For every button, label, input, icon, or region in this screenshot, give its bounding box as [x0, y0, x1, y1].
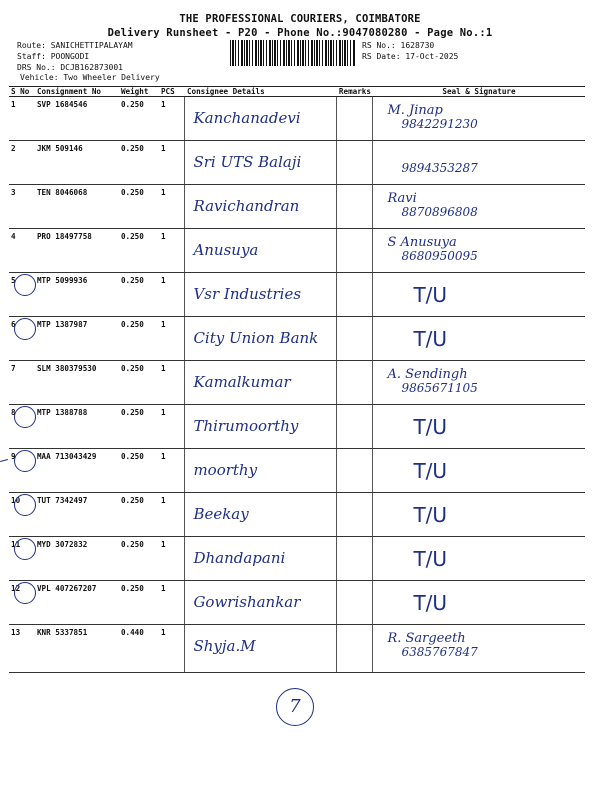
circle-mark	[14, 406, 36, 428]
row-weight: 0.250	[119, 405, 159, 449]
row-pcs: 1	[159, 361, 185, 405]
route-label: Route: SANICHETTIPALAYAM	[17, 41, 133, 50]
row-remarks	[337, 97, 373, 141]
seal-text: A. Sendingh	[387, 367, 468, 382]
row-pcs: 1	[159, 405, 185, 449]
company-title: THE PROFESSIONAL COURIERS, COIMBATORE	[179, 13, 421, 25]
row-remarks	[337, 273, 373, 317]
seal-text: T/U	[413, 459, 448, 483]
rs-date: RS Date: 17-Oct-2025	[362, 52, 459, 61]
table-row	[9, 229, 585, 273]
row-consignment: TEN 8046068	[35, 185, 119, 229]
row-pcs: 1	[159, 229, 185, 273]
row-consignee: Beekay	[193, 505, 249, 523]
circle-mark	[14, 538, 36, 560]
row-pcs: 1	[159, 493, 185, 537]
row-consignment: MAA 713043429	[35, 449, 119, 493]
col-seal: Seal & Signature	[373, 87, 585, 97]
table-row	[9, 405, 585, 449]
col-sno: S No	[9, 87, 35, 97]
row-consignee: Gowrishankar	[193, 593, 301, 611]
row-consignment: SLM 380379530	[35, 361, 119, 405]
col-consignee: Consignee Details	[185, 87, 337, 97]
receiver-phone: 9894353287	[401, 161, 478, 175]
circle-mark	[14, 494, 36, 516]
row-seal	[373, 273, 585, 317]
table-row	[9, 581, 585, 625]
row-sno: 9	[11, 452, 16, 461]
row-weight: 0.250	[119, 317, 159, 361]
row-seal	[373, 317, 585, 361]
table-row	[9, 493, 585, 537]
table-row	[9, 273, 585, 317]
row-consignment: MTP 1388788	[35, 405, 119, 449]
row-sno: 12	[11, 584, 20, 593]
row-remarks	[337, 449, 373, 493]
row-pcs: 1	[159, 141, 185, 185]
row-seal	[373, 581, 585, 625]
runsheet-table	[9, 86, 585, 673]
row-sno: 6	[11, 320, 16, 329]
row-weight: 0.250	[119, 361, 159, 405]
seal-text: T/U	[413, 415, 448, 439]
row-weight: 0.250	[119, 185, 159, 229]
row-sno: 13	[11, 628, 21, 637]
row-sno: 1	[11, 100, 16, 109]
row-weight: 0.250	[119, 449, 159, 493]
row-sno: 2	[11, 144, 16, 153]
seal-text: T/U	[413, 327, 448, 351]
row-seal	[373, 625, 585, 673]
row-consignee: moorthy	[193, 461, 258, 479]
row-remarks	[337, 141, 373, 185]
table-row	[9, 185, 585, 229]
row-seal	[373, 537, 585, 581]
row-pcs: 1	[159, 537, 185, 581]
row-weight: 0.250	[119, 141, 159, 185]
receiver-phone: 8680950095	[401, 249, 478, 263]
seal-text: T/U	[413, 591, 448, 615]
receiver-phone: 9842291230	[401, 117, 478, 131]
table-body	[9, 97, 585, 673]
row-consignee: Ravichandran	[193, 197, 300, 215]
row-consignee: Shyja.M	[193, 637, 256, 655]
seal-text: M. Jinap	[387, 103, 443, 118]
table-row	[9, 317, 585, 361]
row-pcs: 1	[159, 97, 185, 141]
row-sno: 3	[11, 188, 16, 197]
row-consignment: TUT 7342497	[35, 493, 119, 537]
row-consignment: MTP 5099936	[35, 273, 119, 317]
row-sno: 10	[11, 496, 20, 505]
receiver-phone: 6385767847	[401, 645, 478, 659]
row-remarks	[337, 317, 373, 361]
row-seal	[373, 449, 585, 493]
row-consignment: SVP 1684546	[35, 97, 119, 141]
circle-mark	[14, 318, 36, 340]
row-sno: 7	[11, 364, 16, 373]
row-sno: 4	[11, 232, 16, 241]
seal-text: Ravi	[387, 191, 417, 206]
row-consignment: JKM 509146	[35, 141, 119, 185]
table-row	[9, 97, 585, 141]
row-consignee: Kamalkumar	[193, 373, 291, 391]
seal-text: T/U	[413, 503, 448, 527]
col-remarks: Remarks	[338, 87, 371, 96]
row-remarks	[337, 405, 373, 449]
row-seal	[373, 405, 585, 449]
barcode	[230, 40, 356, 66]
row-sno: 11	[11, 540, 20, 549]
row-remarks	[337, 185, 373, 229]
row-sno: 8	[11, 408, 16, 417]
table-row	[9, 141, 585, 185]
table-row	[9, 361, 585, 405]
row-weight: 0.250	[119, 273, 159, 317]
runsheet-subtitle: Delivery Runsheet - P20 - Phone No.:9047080280 - Page No.:1	[107, 27, 493, 39]
row-pcs: 1	[159, 581, 185, 625]
row-consignee: Thirumoorthy	[193, 417, 299, 435]
row-consignment: PRO 18497758	[35, 229, 119, 273]
row-pcs: 1	[159, 317, 185, 361]
circle-mark	[14, 582, 36, 604]
seal-text: T/U	[413, 547, 448, 571]
page-mark: 7	[276, 688, 314, 726]
row-sno: 5	[11, 276, 16, 285]
table-row	[9, 537, 585, 581]
rs-number: RS No.: 1628730	[362, 41, 435, 50]
row-seal	[373, 97, 585, 141]
row-remarks	[337, 581, 373, 625]
row-pcs: 1	[159, 625, 185, 673]
row-seal	[373, 493, 585, 537]
row-weight: 0.250	[119, 229, 159, 273]
row-consignee: Kanchanadevi	[193, 109, 301, 127]
row-consignee: Vsr Industries	[193, 285, 302, 303]
row-seal	[373, 141, 585, 185]
drs-label: DRS No.: DCJB162873001	[17, 63, 123, 72]
row-consignee: City Union Bank	[193, 329, 319, 347]
col-weight: Weight	[119, 87, 159, 97]
table-row	[9, 449, 585, 493]
row-seal	[373, 229, 585, 273]
seal-text: T/U	[413, 283, 448, 307]
circle-mark	[14, 450, 36, 472]
row-consignee: Dhandapani	[193, 549, 286, 567]
row-pcs: 1	[159, 273, 185, 317]
table-row	[9, 625, 585, 673]
row-weight: 0.440	[119, 625, 159, 673]
row-consignment: VPL 407267207	[35, 581, 119, 625]
row-pcs: 1	[159, 449, 185, 493]
circle-mark	[14, 274, 36, 296]
row-remarks	[337, 625, 373, 673]
col-pcs: PCS	[159, 87, 185, 97]
margin-tick	[0, 459, 8, 462]
seal-text: R. Sargeeth	[387, 631, 466, 646]
row-consignee: Sri UTS Balaji	[193, 153, 302, 171]
row-remarks	[337, 493, 373, 537]
receiver-phone: 8870896808	[401, 205, 478, 219]
staff-label: Staff: POONGODI	[17, 52, 90, 61]
row-weight: 0.250	[119, 493, 159, 537]
row-seal	[373, 361, 585, 405]
receiver-phone: 9865671105	[401, 381, 478, 395]
row-pcs: 1	[159, 185, 185, 229]
row-weight: 0.250	[119, 581, 159, 625]
table-header-row	[9, 87, 585, 97]
row-remarks	[337, 361, 373, 405]
col-consignment: Consignment No	[35, 87, 119, 97]
vehicle-label: Vehicle: Two Wheeler Delivery	[20, 73, 160, 82]
row-consignment: KNR 5337851	[35, 625, 119, 673]
row-remarks	[337, 229, 373, 273]
row-remarks	[337, 537, 373, 581]
row-seal	[373, 185, 585, 229]
row-weight: 0.250	[119, 537, 159, 581]
row-consignment: MTP 1387987	[35, 317, 119, 361]
row-consignment: MYD 3072832	[35, 537, 119, 581]
seal-text: S Anusuya	[387, 235, 457, 250]
row-consignee: Anusuya	[193, 241, 259, 259]
row-weight: 0.250	[119, 97, 159, 141]
